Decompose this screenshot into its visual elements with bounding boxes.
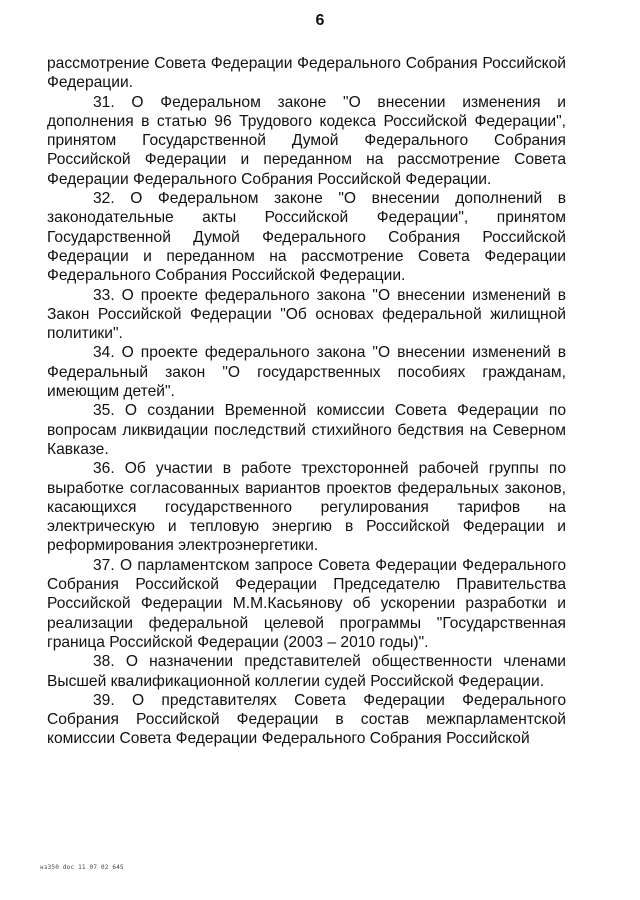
paragraph-item-33: 33. О проекте федерального закона "О внесении изменений в Закон Российской Федерации "Об основах федеральной жилищной политики". [47, 286, 566, 343]
paragraph-item-35: 35. О создании Временной комиссии Совета Федерации по вопросам ликвидации последствий стихийного бедствия на Северном Кавказе. [47, 402, 566, 458]
paragraph-item-36: 36. Об участии в работе трехсторонней рабочей группы по выработке согласованных вариантов проектов федеральных законов, касающихся государственного регулирования тарифов на электрическую и тепловую энергию в Российской Федерации и реформирования электроэнергетики. [47, 460, 566, 555]
paragraph-continuation: рассмотрение Совета Федерации Федерального Собрания Российской Федерации. [47, 55, 566, 92]
paragraph-item-37: 37. О парламентском запросе Совета Федерации Федерального Собрания Российской Федерации Председателю Правительства Российской Федерации М.М.Касьянову об ускорении разработки и реализации федеральной целевой программы "Государственная граница Российской Федерации (2003 – 2010 годы)". [47, 556, 566, 651]
paragraph-item-39: 39. О представителях Совета Федерации Федерального Собрания Российской Федерации в состав межпарламентской комиссии Совета Федерации Федерального Собрания Российской [47, 691, 566, 748]
paragraph-item-32: 32. О Федеральном законе "О внесении дополнений в законодательные акты Российской Федерации", принятом Государственной Думой Федерального Собрания Российской Федерации и переданном на рассмотрение Совета Федерации Федерального Собрания Российской Федерации. [47, 190, 566, 285]
page-number: 6 [315, 12, 325, 29]
paragraph-item-38: 38. О назначении представителей общественности членами Высшей квалификационной коллегии судей Российской Федерации. [47, 653, 566, 690]
paragraph-item-34: 34. О проекте федерального закона "О внесении изменений в Федеральный закон "О государственных пособиях гражданам, имеющим детей". [47, 344, 566, 401]
paragraph-item-31: 31. О Федеральном законе "О внесении изменения и дополнения в статью 96 Трудового кодекса Российской Федерации", принятом Государственной Думой Федерального Собрания Российской Федерации и переданном на рассмотрение Совета Федерации Федерального Собрания Российской Федерации. [47, 93, 566, 188]
document-body [47, 54, 566, 749]
footer-file-code: нз350 doc 11 07 02 645 [40, 864, 124, 871]
